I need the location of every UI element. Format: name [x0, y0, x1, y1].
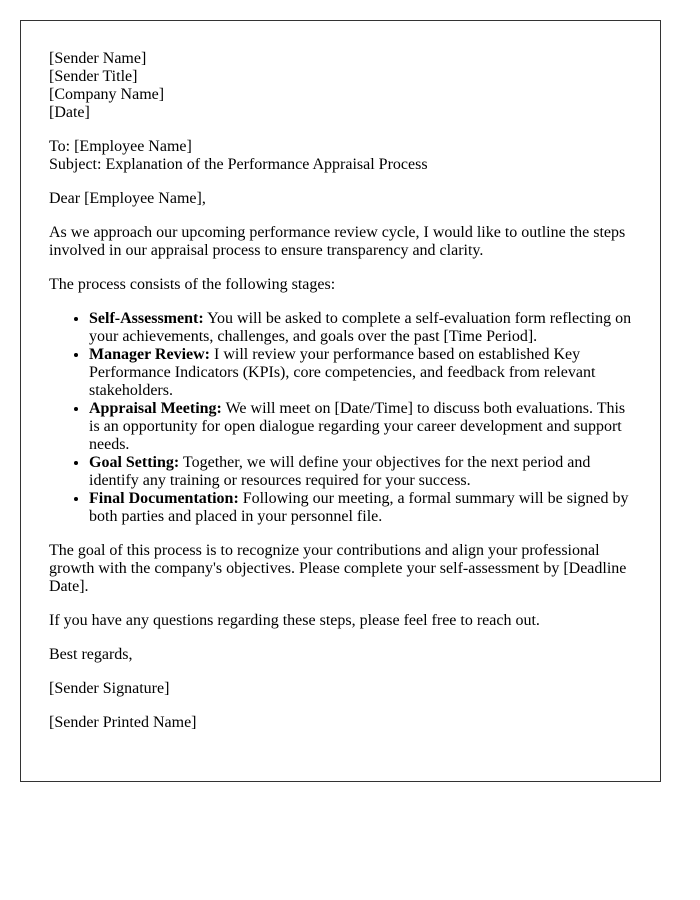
stages-list: [49, 310, 632, 526]
stage-title: Goal Setting:: [89, 454, 180, 471]
stage-text: I will review your performance based on established Key Performance Indicators (KPIs), core competencies, and feedback from relevant stakeholders.: [89, 346, 596, 399]
list-item: [89, 400, 632, 454]
stage-title: Manager Review:: [89, 346, 210, 363]
stage-text: We will meet on [Date/Time] to discuss both evaluations. This is an opportunity for open dialogue regarding your career development and support needs.: [89, 400, 626, 453]
signature: [Sender Signature]: [49, 680, 170, 697]
list-item: [89, 346, 632, 400]
sender-name: [Sender Name]: [49, 50, 147, 67]
stage-text: Together, we will define your objectives for the next period and identify any training or resources required for your success.: [89, 454, 591, 489]
salutation: Dear [Employee Name],: [49, 190, 206, 207]
printed-name: [Sender Printed Name]: [49, 714, 197, 731]
stages-intro: The process consists of the following stages:: [49, 276, 336, 293]
sender-title: [Sender Title]: [49, 68, 138, 85]
subject-line: Subject: Explanation of the Performance Appraisal Process: [49, 156, 428, 173]
stage-title: Appraisal Meeting:: [89, 400, 222, 417]
stage-title: Final Documentation:: [89, 490, 239, 507]
letter-date: [Date]: [49, 104, 90, 121]
letter: [20, 20, 661, 782]
company-name: [Company Name]: [49, 86, 165, 103]
intro-paragraph: As we approach our upcoming performance review cycle, I would like to outline the steps involved in our appraisal process to ensure transparency and clarity.: [49, 224, 626, 259]
stage-text: You will be asked to complete a self-evaluation form reflecting on your achievements, challenges, and goals over the past [Time Period].: [89, 310, 632, 345]
stage-title: Self-Assessment:: [89, 310, 204, 327]
sender-block: [49, 50, 632, 122]
list-item: [89, 490, 632, 526]
recipient-block: [49, 138, 632, 174]
goal-paragraph: The goal of this process is to recognize your contributions and align your professional growth with the company's objectives. Please complete your self-assessment by [Deadline Date].: [49, 542, 627, 595]
closing: Best regards,: [49, 646, 133, 663]
list-item: [89, 454, 632, 490]
stage-text: Following our meeting, a formal summary will be signed by both parties and placed in your personnel file.: [89, 490, 629, 525]
list-item: [89, 310, 632, 346]
questions-paragraph: If you have any questions regarding these steps, please feel free to reach out.: [49, 612, 540, 629]
recipient-line: To: [Employee Name]: [49, 138, 192, 155]
